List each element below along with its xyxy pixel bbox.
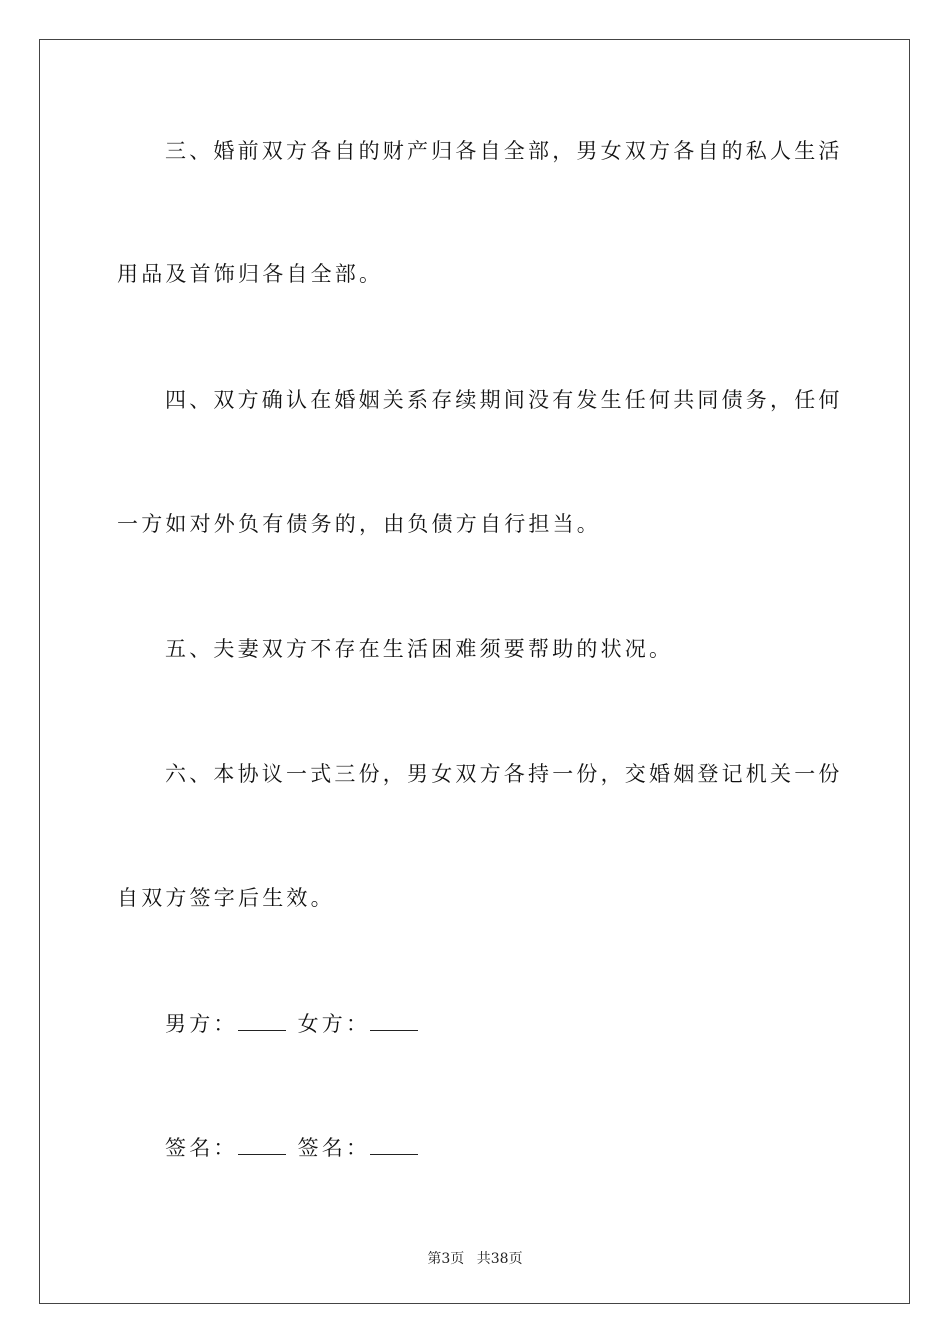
page-number: 第3页 bbox=[427, 1251, 465, 1267]
female-party-label: 女方： bbox=[297, 1012, 371, 1036]
page-footer bbox=[0, 1248, 950, 1268]
male-signature-blank bbox=[238, 1134, 286, 1155]
clause-three-line-1: 三、婚前双方各自的财产归各自全部，男女双方各自的私人生活 bbox=[165, 139, 843, 163]
party-names-row bbox=[165, 1009, 430, 1039]
male-signature-label: 签名： bbox=[165, 1136, 238, 1160]
male-party-blank bbox=[238, 1010, 286, 1031]
page-border bbox=[39, 39, 910, 1304]
clause-six-line-1: 六、本协议一式三份，男女双方各持一份，交婚姻登记机关一份 bbox=[165, 762, 843, 786]
clause-three-line-2: 用品及首饰归各自全部。 bbox=[117, 262, 384, 286]
male-party-label: 男方： bbox=[165, 1012, 238, 1036]
female-party-blank bbox=[370, 1010, 418, 1031]
clause-four-line-2: 一方如对外负有债务的，由负债方自行担当。 bbox=[117, 512, 601, 536]
page-total: 共38页 bbox=[476, 1251, 523, 1267]
female-signature-blank bbox=[370, 1134, 418, 1155]
clause-five-line-1: 五、夫妻双方不存在生活困难须要帮助的状况。 bbox=[165, 637, 674, 661]
female-signature-label: 签名： bbox=[297, 1136, 371, 1160]
signatures-row bbox=[165, 1133, 430, 1163]
clause-four-line-1: 四、双方确认在婚姻关系存续期间没有发生任何共同债务，任何 bbox=[165, 388, 843, 412]
clause-six-line-2: 自双方签字后生效。 bbox=[117, 886, 335, 910]
